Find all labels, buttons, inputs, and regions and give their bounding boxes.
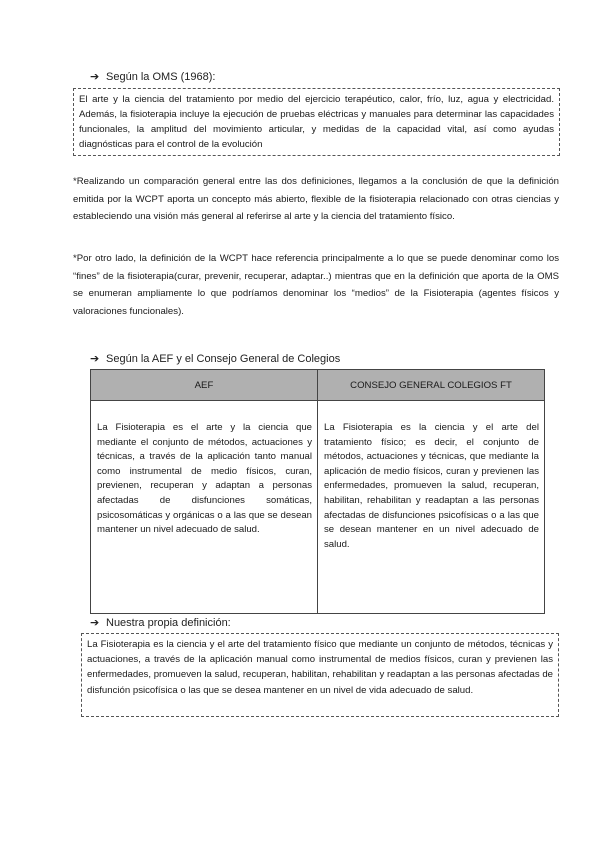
arrow-right-icon: ➔ bbox=[90, 71, 100, 83]
arrow-right-icon: ➔ bbox=[90, 353, 100, 365]
own-definition-box: La Fisioterapia es la ciencia y el arte del tratamiento físico que mediante un conjunto de métodos, técnicas y actuaciones, a través de la aplicación manual como instrumental de medios físicos, curan y previenen las enfermedades, promueven la salud, recuperan, habilitan, rehabilitan y readaptan a las personas afectadas de disfunción psicofísica o las que se desea mantener en un nivel de vida adecuado de salud. bbox=[81, 633, 559, 717]
own-heading bbox=[90, 616, 231, 629]
table-row bbox=[91, 401, 545, 614]
comparison-paragraph-2: *Por otro lado, la definición de la WCPT hace referencia principalmente a lo que se puede denominar como los “fines” de la fisioterapia(curar, prevenir, recuperar, adaptar..) mientras que en la definición que aporta de la OMS se enumeran ampliamente lo que podríamos denominar los “medios” de la Fisioterapia (agentes físicos y valoraciones funcionales). bbox=[73, 253, 559, 317]
aef-definition-cell: La Fisioterapia es el arte y la ciencia que mediante el conjunto de métodos, actuaciones y técnicas, a través de la aplicación tanto manual como instrumental de medio físicos, curan, previenen, recuperan y adaptan a personas afectadas de disfunciones somáticas, psicosomáticas y orgánicas o a las que se desean mantener un nivel adecuado de salud. bbox=[91, 401, 318, 614]
table-header-aef: AEF bbox=[91, 370, 318, 401]
table-header-row bbox=[91, 370, 545, 401]
consejo-definition-cell: La Fisioterapia es la ciencia y el arte del tratamiento físico; es decir, el conjunto de métodos, actuaciones y técnicas, que mediante la aplicación de medio físicos, curan y previenen las enfermedades, promueven la salud, recuperan, habilitan, rehabilitan y readaptan a las personas afectadas de disfunciones psicofísicas o a las que se desean mantener en un nivel adecuado de salud. bbox=[318, 401, 545, 614]
comparison-paragraph-1: *Realizando un comparación general entre las dos definiciones, llegamos a la conclusión de que la definición emitida por la WCPT aporta un concepto más abierto, flexible de la fisioterapia relacionado con otras ciencias y estableciendo una visión más general al referirse al arte y la ciencia del tratamiento físico. bbox=[73, 176, 559, 222]
oms-heading-text: Según la OMS (1968): bbox=[106, 71, 216, 83]
oms-heading bbox=[90, 70, 215, 83]
own-heading-text: Nuestra propia definición: bbox=[106, 617, 231, 629]
arrow-right-icon: ➔ bbox=[90, 617, 100, 629]
oms-definition-box: El arte y la ciencia del tratamiento por medio del ejercicio terapéutico, calor, frío, luz, agua y electricidad. Además, la fisioterapia incluye la ejecución de pruebas eléctricas y manuales para determinar las capacidades funcionales, la amplitud del movimiento articular, y medidas de la capacidad vital, así como ayudas diagnósticas para el control de la evolución bbox=[73, 88, 560, 156]
table-header-consejo: CONSEJO GENERAL COLEGIOS FT bbox=[318, 370, 545, 401]
aef-heading-text: Según la AEF y el Consejo General de Colegios bbox=[106, 353, 341, 365]
aef-heading bbox=[90, 352, 340, 365]
definitions-table bbox=[90, 369, 545, 614]
